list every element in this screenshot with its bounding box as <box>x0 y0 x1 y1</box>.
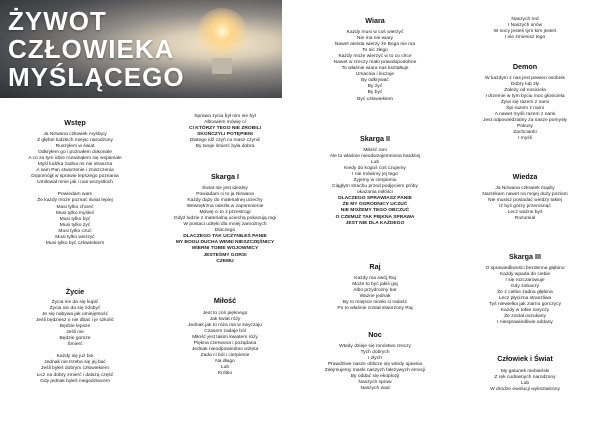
verse-line: Miłość rani <box>363 148 387 153</box>
verse-line: Śmierć <box>67 342 83 348</box>
verse-line: I nie mówimy jej tego <box>352 172 398 178</box>
stanza <box>150 186 300 234</box>
verse-line: Ja Nirwana człowiek mądry <box>495 186 555 191</box>
verse-line: Z ręk cudownych narodzony <box>494 375 556 381</box>
verse-line: By oddać się ekoplozji <box>350 374 400 380</box>
stanza <box>0 300 150 348</box>
column-2 <box>150 0 300 424</box>
stanza <box>300 276 450 312</box>
section-wiara <box>300 16 450 103</box>
title-line-3: MYŚLĄCEGO <box>8 62 185 92</box>
column-4 <box>450 0 600 424</box>
verse-line: CI KTÓRZY TEGO NIE ZROBILI <box>189 126 261 132</box>
verse-line: Jest odpowiedzialny za nasze pomysły <box>483 118 567 124</box>
verse-line: Jeśli nie <box>66 330 84 336</box>
verse-line: Lub <box>370 160 380 166</box>
section-skarga-3 <box>450 252 600 326</box>
verse-line: A sam Pan stworzenie i zniszczenia <box>36 168 114 174</box>
section-skarga-2 <box>300 134 450 227</box>
verse-line: I nie zmienisz tego <box>504 35 546 41</box>
verse-line: Być człowiekiem <box>357 96 393 102</box>
verse-line: Że każdy może poznać świat lepiej <box>37 198 113 204</box>
verse-line: DLACZEGO SPRAWIASZ PANIE <box>338 196 412 202</box>
title-line-1: ŻYWOT <box>8 6 107 36</box>
verse-line: Jednak nie trzeba się jej bać <box>44 360 106 366</box>
verse-line: CZEMU <box>216 258 234 264</box>
verse-line: Umacnia i leczuje <box>355 72 395 78</box>
verse-line: Musi tylko czuć <box>58 228 92 234</box>
verse-line: Gdy jednak byłeś niegodziwcem <box>40 378 110 384</box>
verse-line: Rozumiał <box>514 216 536 222</box>
stanza <box>300 148 450 196</box>
section-raj <box>300 262 450 312</box>
verse-line: Ale to właśnie nieodwzajemniona bardziej <box>329 154 421 160</box>
verse-line: Musi tylko myśleć <box>55 210 95 216</box>
verse-line: Po to właśnie został stworzony Raj <box>337 306 413 312</box>
verse-line: WIERNI TOBIE WOJOWNICY <box>191 246 259 252</box>
title-line-2: CZŁOWIEKA <box>8 34 175 64</box>
stanza <box>450 266 600 326</box>
stanza <box>450 186 600 222</box>
verse-line: Je się nabywa jak umiejętność <box>41 312 109 318</box>
verse-line: To właśnie wiara nas kształtuje <box>341 66 409 72</box>
stanza-emphasis <box>300 196 450 226</box>
verse-line: Jest to coś pięknego <box>202 311 248 316</box>
column-3 <box>300 0 450 424</box>
verse-line: Życia nie da się kupić <box>51 300 99 305</box>
verse-line: Nawet ateista wierzy że Boga nie ma <box>334 42 416 48</box>
verse-line: Nie musisz posiadać wiedzy takiej <box>488 198 562 204</box>
verse-line: Każdy dąży do materialnej uciechy <box>187 198 263 204</box>
verse-line: Lecz ważne byś <box>507 210 543 216</box>
verse-line: Krótko <box>217 371 233 377</box>
stanza <box>450 369 600 393</box>
section-heading: Noc <box>368 330 382 339</box>
stanza <box>150 138 300 150</box>
stanza <box>450 17 600 41</box>
verse-line: Dopomógł w sprawie lepszego poznania <box>31 174 119 180</box>
verse-line: O sprawiedliwości bezdenna głębino <box>485 266 565 271</box>
verse-line: Dlatego idź czyń co masz czynić <box>189 138 261 144</box>
verse-line: Z głębin ludzkich miejsc narodzony <box>37 138 113 144</box>
verse-line: Zależy od nosiciela <box>504 88 546 94</box>
verse-line: Jak kwiat róży <box>209 317 241 323</box>
stanza <box>0 192 150 246</box>
verse-line: Każdy się już boi <box>56 354 94 360</box>
verse-line: SKOŃCZYLI POTĘPIENI <box>197 132 253 138</box>
verse-line: Żywi się razem z nami <box>500 100 550 106</box>
verse-line: Naszych spraw <box>358 380 392 386</box>
verse-line: Nawet w rzeczy mało prawdopodobne <box>333 60 417 66</box>
verse-line: Lub <box>520 381 530 387</box>
verse-line: My gatunek niebiański <box>500 369 550 374</box>
verse-line: Albowiem mówię ci <box>204 120 246 126</box>
verse-line: Jeśli byłeś dobrym człowiekiem <box>41 366 109 372</box>
verse-line: Każdy wpada do ciebie <box>499 272 551 278</box>
section-zycie <box>0 287 150 385</box>
section-heading: Wiara <box>365 16 385 25</box>
stanza-emphasis <box>150 126 300 138</box>
verse-line: JESTEŚMY GORSI <box>203 252 247 258</box>
verse-line: Umiłował mnie jak i nas wszystkich <box>37 180 113 186</box>
verse-line: By być <box>367 90 383 96</box>
section-czlowiek-i-swiat <box>450 354 600 393</box>
verse-line: Ciągłym strachu przed podjęciem próby <box>332 184 418 190</box>
verse-line: Powiedam wam <box>57 192 93 198</box>
section-heading: Raj <box>369 262 381 271</box>
verse-line: Czasem zadaje ból <box>204 329 246 335</box>
verse-line: Ja Nirwana człowiek myślący <box>43 132 107 137</box>
stanza <box>150 114 300 126</box>
section-heading: Wstęp <box>64 118 86 127</box>
verse-line: Iż byś górzy przerosnąć <box>499 204 551 210</box>
verse-line: I się rozczarowuje <box>505 278 545 284</box>
verse-line: W nocy jesteś tym kim jesteś <box>493 29 557 35</box>
verse-line: A nawet myśli razem z nami <box>494 112 556 118</box>
verse-line: Będzie gorsze <box>59 336 91 342</box>
verse-line: okazania miłości <box>357 190 393 196</box>
verse-line: To nic złego <box>362 48 388 54</box>
verse-line: Musi tylko być <box>59 216 91 222</box>
section-heading: Demon <box>512 62 538 71</box>
verse-line: Musi tylko żyć <box>59 222 91 228</box>
verse-line: I Naszych snów <box>507 23 543 29</box>
verse-line: Ważne jednak <box>359 294 391 300</box>
section-heading: Skarga II <box>360 134 390 143</box>
verse-line: Każdy musi w coś wierzyć <box>346 30 404 35</box>
verse-line: Świat nie jest idealny <box>202 186 248 191</box>
verse-line: Gdyż ludzie z materialną uciechą pokazują rogi <box>173 216 277 222</box>
verse-line: I drzemie w tym byciu moc głosiciela <box>485 94 565 100</box>
verse-line: Miłość jest takim kwiatem róży <box>192 335 258 341</box>
stanza <box>150 311 300 378</box>
verse-line: Lecz płycizna straszliwa <box>498 296 552 302</box>
verse-line: Piękna czerwona i pożądana <box>193 341 257 347</box>
section-wiedza <box>450 172 600 222</box>
verse-line: Pokusy <box>516 124 534 130</box>
section-skarga-1 <box>150 172 300 265</box>
verse-line: Sprawa życia był nim nie był <box>194 114 256 119</box>
verse-line: W każdym z nas jest pewien osobnik <box>485 76 565 81</box>
section-heading: Człowiek i Świat <box>497 354 553 363</box>
verse-line: Jednak nieodpowiednio wzięta <box>191 347 259 353</box>
verse-line: Musi tylko być człowiekiem <box>45 240 105 246</box>
verse-line: Albo przydrożny bar <box>353 288 397 294</box>
verse-line: Wewnętrzna odezła w zapomnienie <box>186 204 264 210</box>
verse-line: Że z ciebie żadna głębina <box>497 290 553 296</box>
verse-line: Każdy może wierzyć w to co chce <box>338 54 412 60</box>
verse-line: JEST NIE DLA KAŻDEGO <box>345 220 405 226</box>
verse-line: Narzekam nawet na mojej duży poziom <box>482 192 568 198</box>
verse-line: Musi tylko chcieć <box>56 204 94 210</box>
verse-line: I myśli <box>518 136 532 142</box>
verse-line: Jednak jak to róża ma w zwyczaju <box>188 323 262 329</box>
section-noc-cont <box>450 17 600 41</box>
verse-line: Naszych red <box>511 17 539 22</box>
column-1 <box>0 0 185 424</box>
verse-line: Życia nie da się zdobyć <box>49 306 101 312</box>
verse-line: Jeśli będziesz o nie dbać i je szkolić <box>35 318 115 324</box>
verse-line: Każdy ma swój Raj <box>354 276 396 281</box>
verse-line: ŻE MY OGRODNICY UCZUĆ <box>342 202 408 208</box>
verse-line: Wtedy dzieje się mnóstwo rzeczy <box>338 344 412 349</box>
section-heading: Skarga III <box>509 252 541 261</box>
verse-line: By odkrywać <box>361 78 389 84</box>
verse-line: Gdy zobaczy <box>510 284 540 290</box>
verse-line: NIE MOŻEMY TEGO OBCZUĆ <box>340 208 410 214</box>
section-heading: Życie <box>65 287 85 296</box>
stanza <box>0 132 150 186</box>
verse-line: Na długo <box>215 359 235 365</box>
verse-line: I złych <box>368 356 382 362</box>
verse-line: Zdejmujemy maski naszych fałszywych emocji <box>324 368 426 374</box>
section-demon <box>450 62 600 143</box>
section-heading: Skarga I <box>211 172 239 181</box>
verse-line: Naszych wad <box>360 386 390 392</box>
verse-line: Dlaczego <box>214 228 236 234</box>
verse-line: Śpi razem z nami <box>506 106 544 112</box>
section-milosc <box>150 296 300 378</box>
verse-line: Że został oszukany <box>504 314 546 320</box>
stanza-emphasis <box>150 234 300 264</box>
section-heading: Miłość <box>213 296 237 305</box>
verse-line: Będzie lepsze <box>59 324 91 330</box>
verse-line: Tyś niewielka jak ziarno gorczycy <box>488 302 562 308</box>
verse-line: Powiadam ci to ja Nirwana <box>196 192 254 198</box>
verse-line: Nie ma nie wiary <box>356 36 394 42</box>
verse-line: MY BOGU DUCHA WINNI NIESZCZĘŚNICY <box>175 240 275 246</box>
verse-line: Myśl ludzka żadna mi nie straszna <box>37 162 113 168</box>
verse-line: Mówię ci to z przestrogi <box>199 210 251 216</box>
verse-line: Licz na dobry zmierć i dalszą część <box>36 372 114 378</box>
verse-line: Musi tylko wierzyć <box>55 234 95 240</box>
verse-line: Ruszyłem w świat <box>55 144 95 150</box>
stanza <box>300 30 450 103</box>
verse-line: Może to być jakiś gaj <box>352 282 398 288</box>
verse-line: Dobry lub zły <box>510 82 540 88</box>
section-heading: Wiedza <box>512 172 538 181</box>
verse-line: Tych dobrych <box>360 350 390 356</box>
verse-line: Każdy w tobie zaryczy <box>500 308 550 314</box>
verse-line: Kiedy do kogoś coś czujemy <box>344 166 406 172</box>
verse-line: W postaci udręki dla mniej zamożnych <box>183 222 267 228</box>
verse-line: DLACZEGO TAK UCZYNIŁEŚ PANIE <box>183 234 267 240</box>
section-zycie-cont <box>150 114 300 150</box>
section-noc <box>300 330 450 392</box>
verse-line: Prawdziwe nasze oblicze się wtedy ujawnia <box>327 362 423 368</box>
verse-line: Zachcianki <box>513 130 537 136</box>
verse-line: Lub <box>220 365 230 371</box>
verse-line: O CZEMUŻ TAK PIĘKNA SPRAWA <box>335 214 415 220</box>
stanza <box>0 354 150 384</box>
stanza <box>300 344 450 392</box>
verse-line: By to miejsce niosło ci radość <box>342 300 408 306</box>
verse-line: A co za tym idzie rozwinąłem się wspaniale <box>28 156 122 162</box>
verse-line: Odkryłem go i poznałem dokonale <box>38 150 112 156</box>
verse-line: By żyć <box>367 84 383 90</box>
verse-line: I niesprawiedliwie oddany <box>497 320 553 326</box>
verse-line: Zada ci ból i cierpienie <box>200 353 250 359</box>
verse-line: W drodze ewolucji wykształcony <box>490 387 560 393</box>
verse-line: By twoje śmierć była dobra <box>195 144 255 150</box>
section-wstep <box>0 118 150 247</box>
stanza <box>450 76 600 143</box>
verse-line: Żyjemy w cierpieniu <box>353 178 397 184</box>
